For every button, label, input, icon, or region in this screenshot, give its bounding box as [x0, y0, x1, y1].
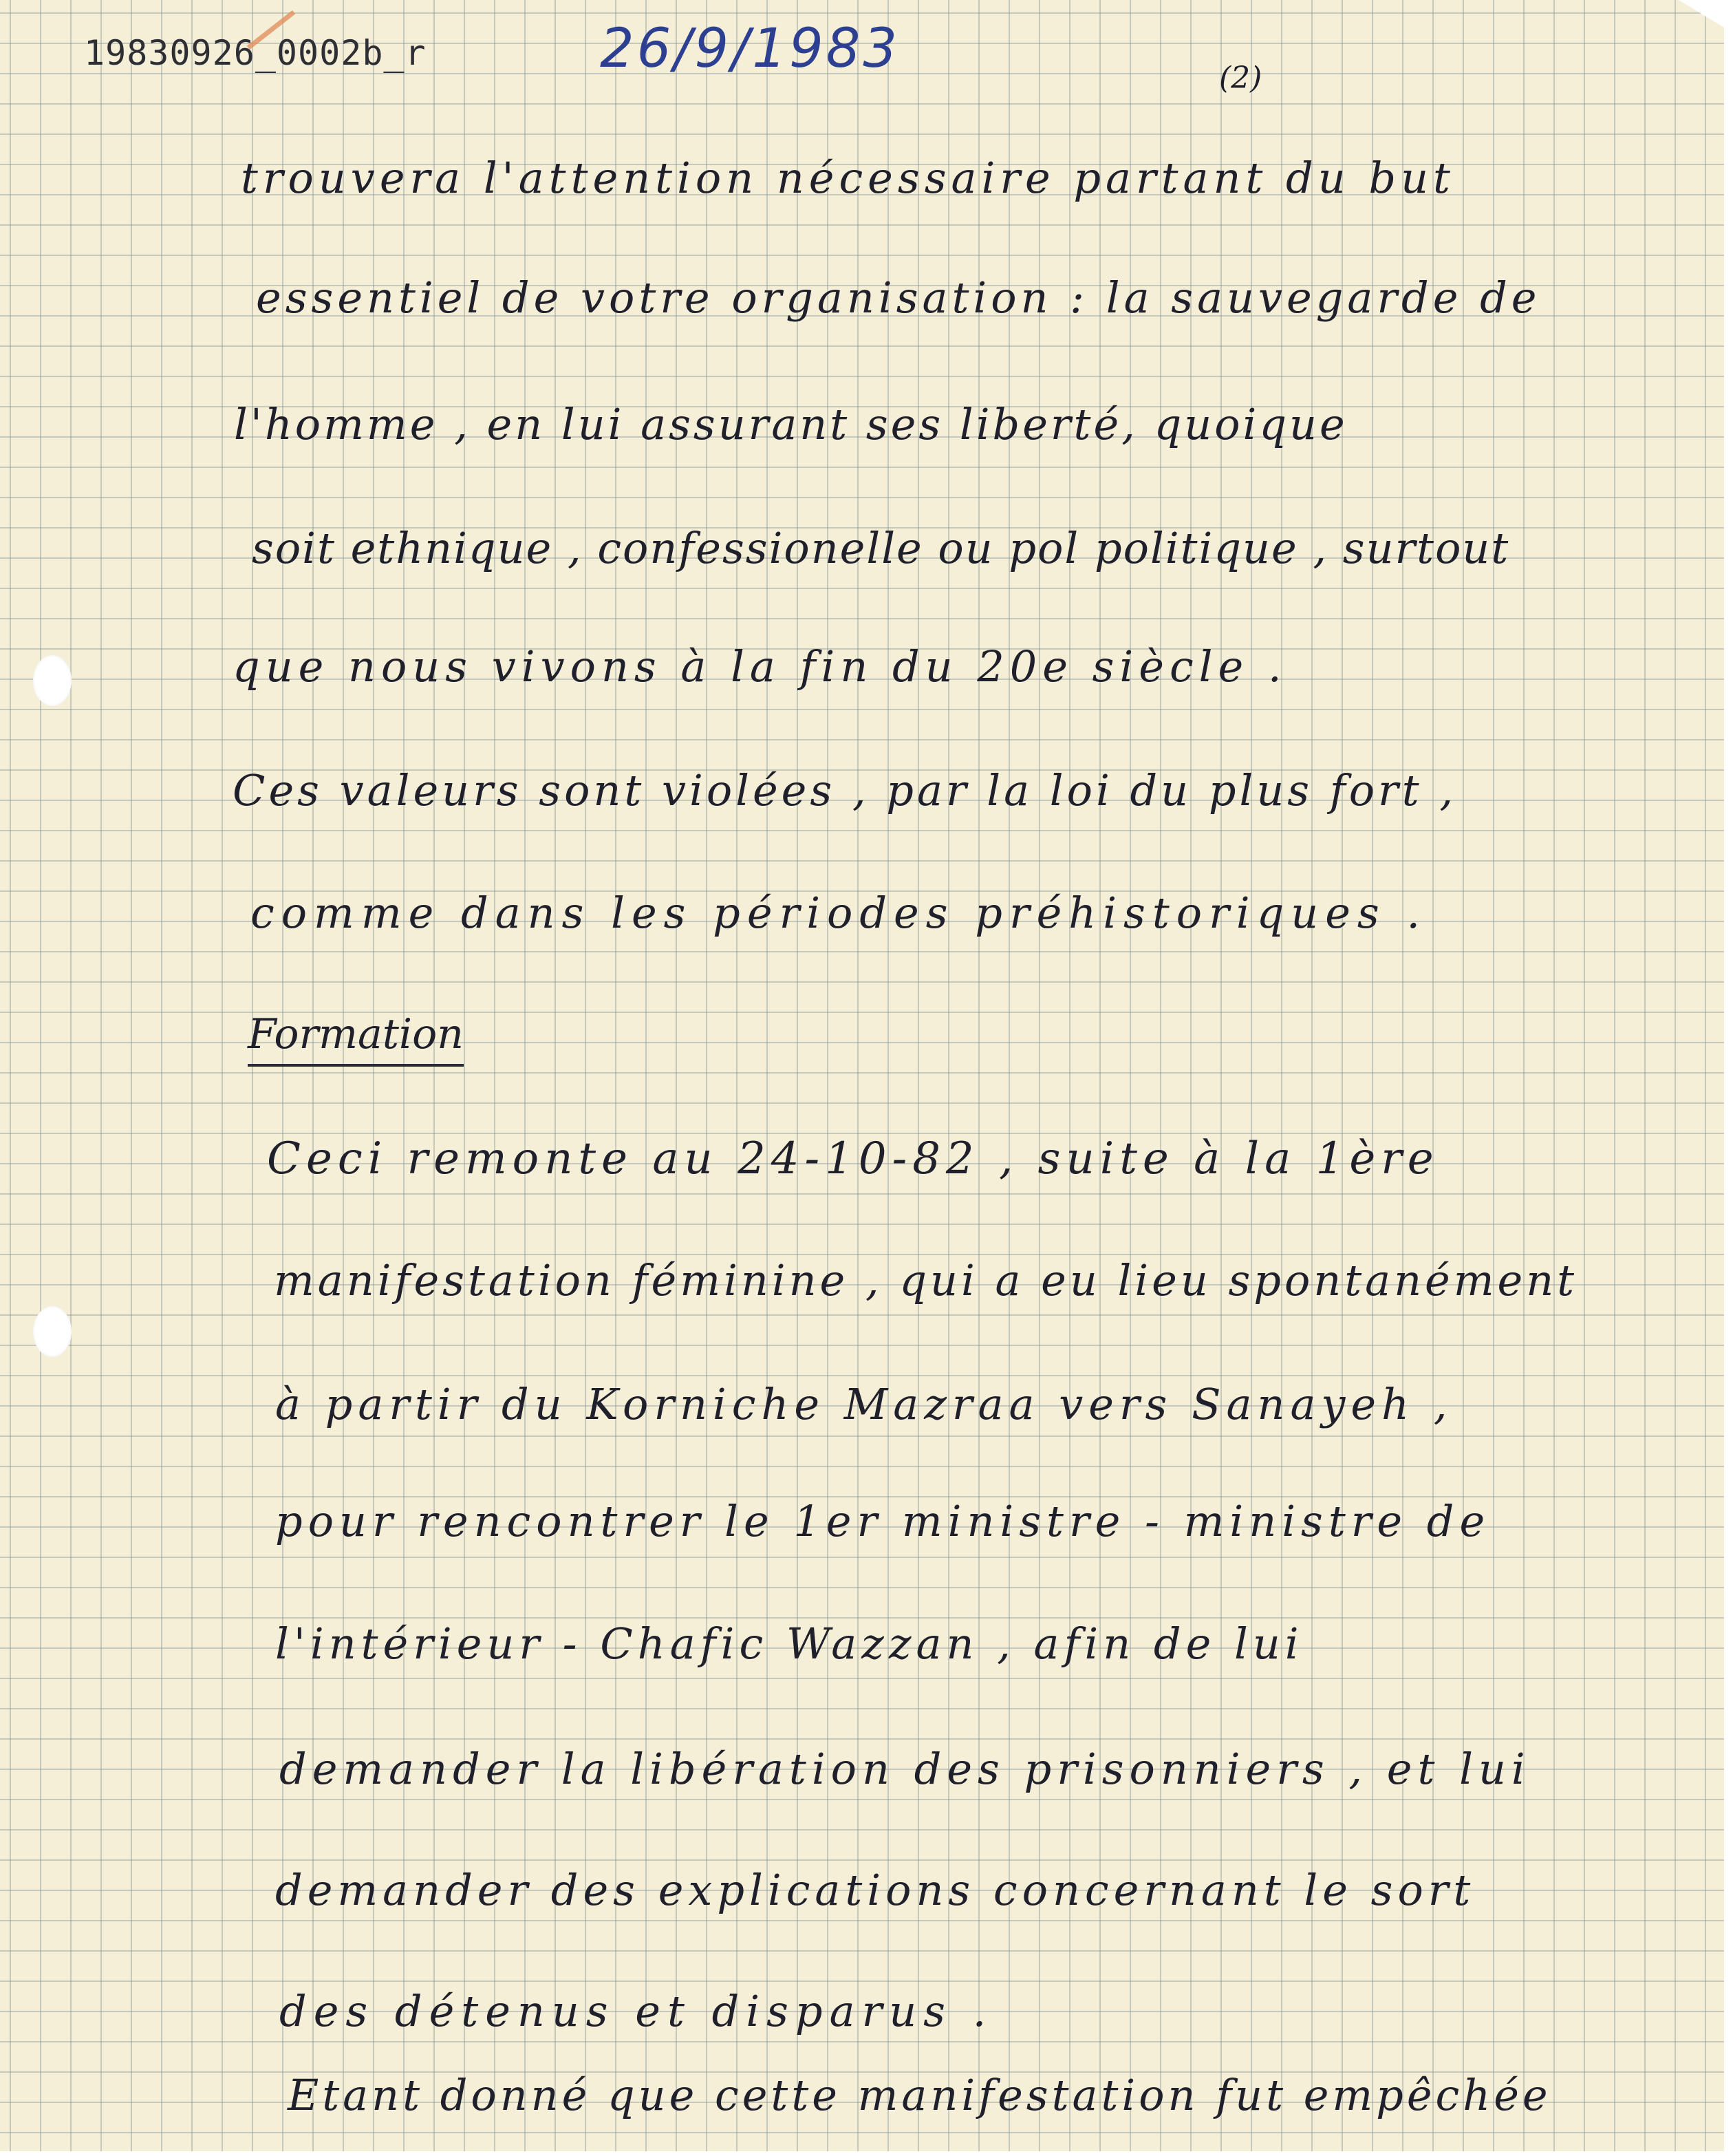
document-reference-code: 19830926_0002b_r	[84, 33, 427, 73]
letter-line: demander la libération des prisonniers , et lui	[279, 1744, 1531, 1794]
letter-line: à partir du Korniche Mazraa vers Sanayeh ,	[275, 1379, 1453, 1429]
page-number: (2)	[1219, 61, 1262, 96]
letter-line: que nous vivons à la fin du 20e siècle .	[233, 641, 1287, 692]
letter-line: Ces valeurs sont violées , par la loi du plus fort ,	[233, 765, 1457, 815]
letter-line: l'intérieur - Chafic Wazzan , afin de lui	[275, 1619, 1304, 1669]
torn-page-edge	[1724, 0, 1733, 2156]
letter-line: comme dans les périodes préhistoriques .	[250, 888, 1428, 938]
letter-line: soit ethnique , confessionelle ou pol politique , surtout	[252, 523, 1510, 573]
punch-hole	[33, 1306, 72, 1357]
letter-line: Ceci remonte au 24-10-82 , suite à la 1ère	[267, 1133, 1439, 1184]
letter-line: demander des explications concernant le sort	[275, 1865, 1476, 1915]
letter-line: trouvera l'attention nécessaire partant du but	[241, 153, 1455, 203]
letter-line: l'homme , en lui assurant ses liberté, quoique	[234, 399, 1348, 449]
letter-line: Etant donné que cette manifestation fut empêchée	[288, 2070, 1551, 2120]
letter-line: manifestation féminine , qui a eu lieu spontanément	[274, 1255, 1578, 1305]
punch-hole	[33, 655, 72, 706]
letter-line: essentiel de votre organisation : la sauvegarde de	[256, 273, 1541, 323]
letter-line: pour rencontrer le 1er ministre - ministre de	[275, 1496, 1491, 1546]
section-heading: Formation	[248, 1010, 464, 1067]
handwritten-date: 26/9/1983	[600, 18, 900, 80]
letter-line: des détenus et disparus .	[279, 1986, 993, 2036]
